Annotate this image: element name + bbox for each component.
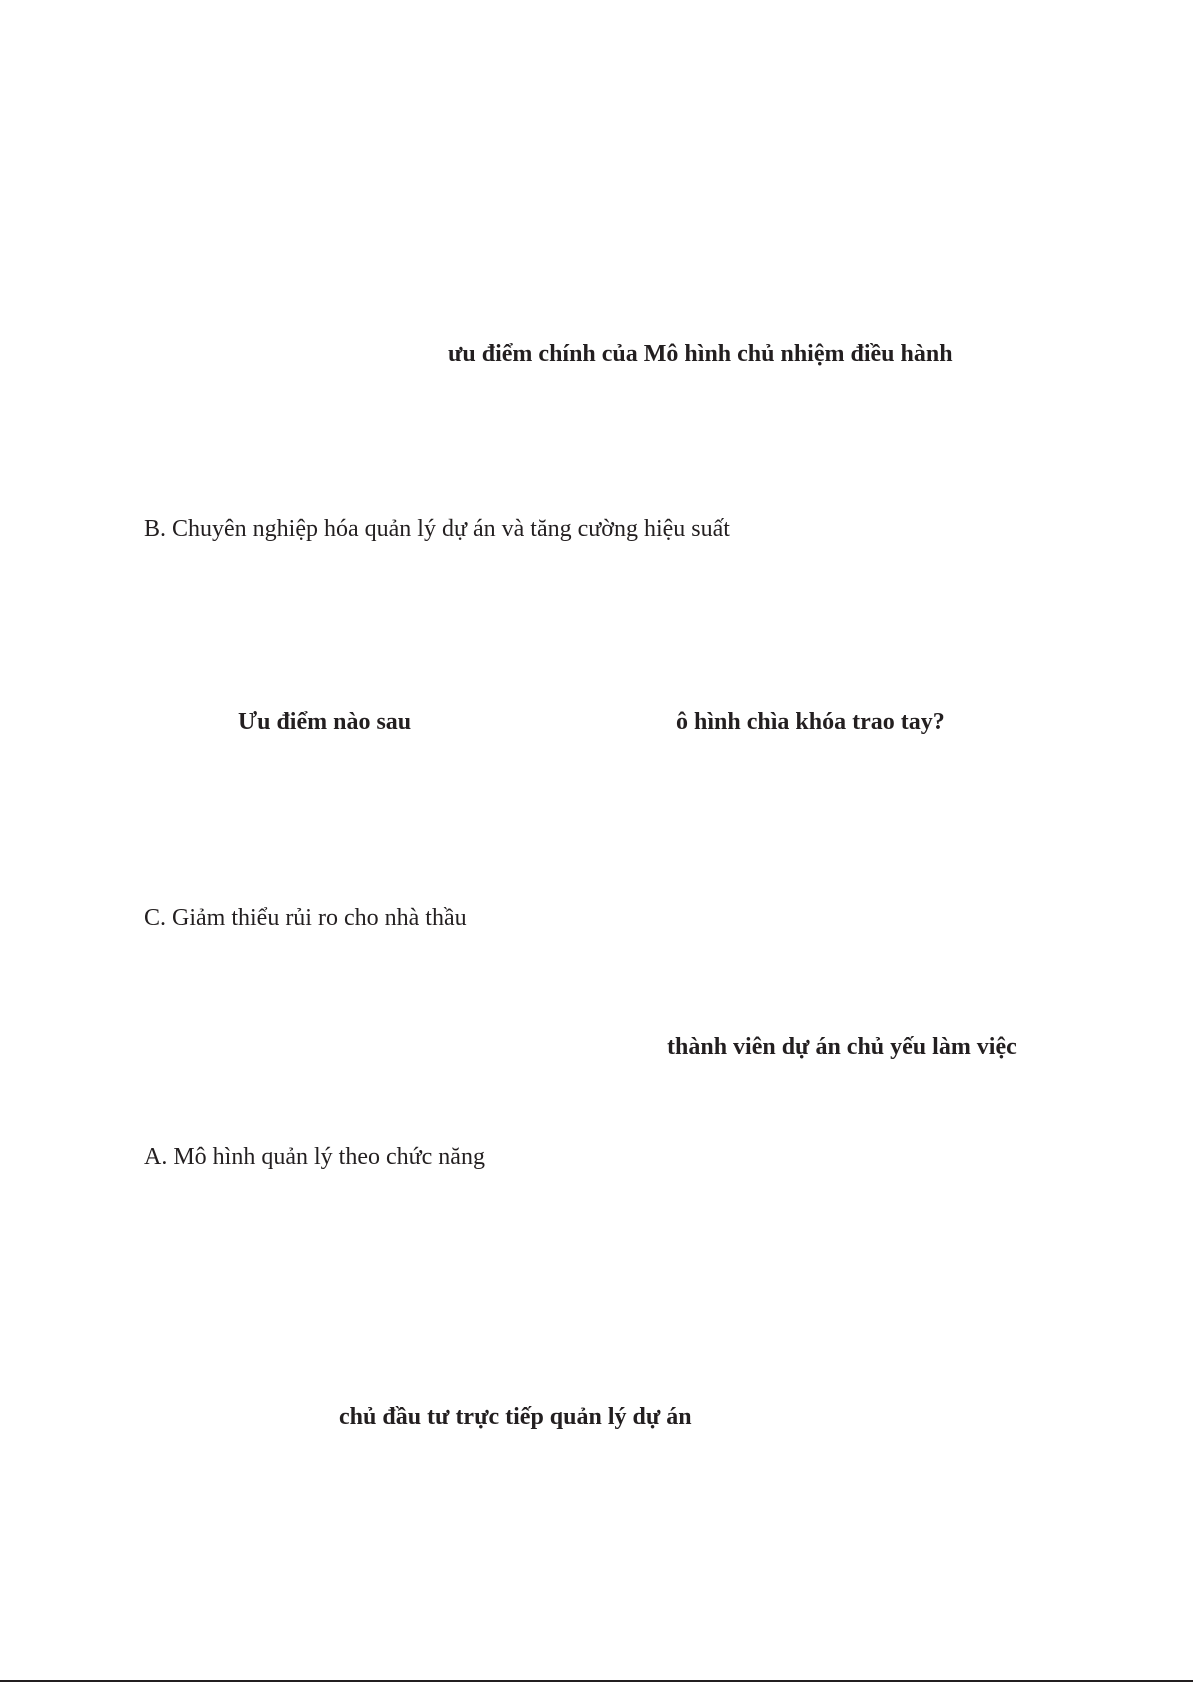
question-fragment-advantage: Ưu điểm nào sau [238,709,412,735]
question-fragment-project-members: thành viên dự án chủ yếu làm việc [667,1034,1017,1060]
question-fragment-owner-direct: chủ đầu tư trực tiếp quản lý dự án [339,1404,692,1430]
answer-option-c: C. Giảm thiểu rủi ro cho nhà thầu [144,905,467,931]
question-fragment-turnkey-model: ô hình chìa khóa trao tay? [676,709,945,735]
answer-option-b: B. Chuyên nghiệp hóa quản lý dự án và tăng cường hiệu suất [144,516,730,542]
answer-option-a: A. Mô hình quản lý theo chức năng [144,1144,485,1170]
question-fragment-operator-model: ưu điểm chính của Mô hình chủ nhiệm điều hành [448,341,953,367]
page-bottom-rule [0,1680,1193,1682]
